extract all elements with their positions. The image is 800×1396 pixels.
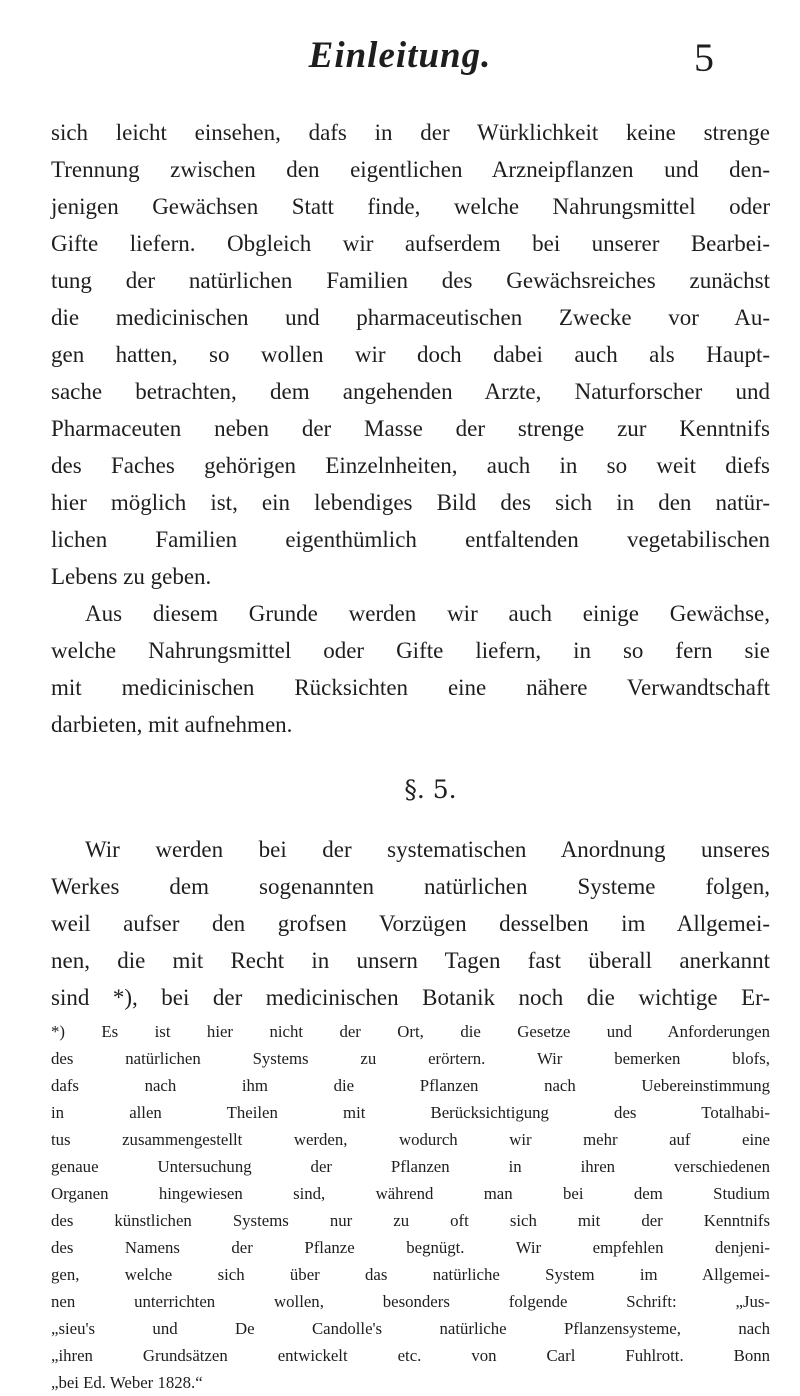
footnote-line: „ihren Grundsätzen entwickelt etc. von Carl Fuhlrott. Bonn	[51, 1346, 770, 1365]
footnote-line: des künstlichen Systems nur zu oft sich mit der Kenntnifs	[51, 1211, 770, 1230]
text-line: weil aufser den grofsen Vorzügen desselben im Allgemei-	[51, 911, 770, 936]
text-line: lichen Familien eigenthümlich entfaltenden vegetabilischen	[51, 527, 770, 552]
text-line: des Faches gehörigen Einzelnheiten, auch in so weit diefs	[51, 453, 770, 478]
text-line: gen hatten, so wollen wir doch dabei auch als Haupt-	[51, 342, 770, 367]
text-line: nen, die mit Recht in unsern Tagen fast überall anerkannt	[51, 948, 770, 973]
footnote-line: *) Es ist hier nicht der Ort, die Gesetze und Anforderungen	[51, 1022, 770, 1041]
page-header	[0, 30, 800, 86]
text-line: mit medicinischen Rücksichten eine nähere Verwandtschaft	[51, 675, 770, 700]
page-number: 5	[694, 35, 714, 80]
footnote-line: gen, welche sich über das natürliche System im Allgemei-	[51, 1265, 770, 1284]
footnote-line: tus zusammengestellt werden, wodurch wir mehr auf eine	[51, 1130, 770, 1149]
text-line: darbieten, mit aufnehmen.	[51, 712, 293, 737]
footnote-line: in allen Theilen mit Berücksichtigung des Totalhabi-	[51, 1103, 770, 1122]
text-line: Pharmaceuten neben der Masse der strenge zur Kenntnifs	[51, 416, 770, 441]
footnote	[51, 1018, 770, 1396]
footnote-line: des natürlichen Systems zu erörtern. Wir bemerken blofs,	[51, 1049, 770, 1068]
footnote-line: „sieu's und De Candolle's natürliche Pflanzensysteme, nach	[51, 1319, 770, 1338]
footnote-line: nen unterrichten wollen, besonders folgende Schrift: „Jus-	[51, 1292, 770, 1311]
text-line: jenigen Gewächsen Statt finde, welche Nahrungsmittel oder	[51, 194, 770, 219]
text-line: Werkes dem sogenannten natürlichen Systeme folgen,	[51, 874, 770, 899]
text-line: tung der natürlichen Familien des Gewächsreiches zunächst	[51, 268, 770, 293]
text-line: Trennung zwischen den eigentlichen Arzneipflanzen und den-	[51, 157, 770, 182]
footnote-line: genaue Untersuchung der Pflanzen in ihren verschiedenen	[51, 1157, 770, 1176]
text-line: sich leicht einsehen, dafs in der Würklichkeit keine strenge	[51, 120, 770, 145]
text-line: hier möglich ist, ein lebendiges Bild des sich in den natür-	[51, 490, 770, 515]
text-line: sind *), bei der medicinischen Botanik noch die wichtige Er-	[51, 985, 770, 1010]
section-number: §. 5.	[404, 775, 457, 804]
footnote-line: des Namens der Pflanze begnügt. Wir empfehlen denjeni-	[51, 1238, 770, 1257]
footnote-line: „bei Ed. Weber 1828.“	[51, 1373, 203, 1392]
text-line: die medicinischen und pharmaceutischen Zwecke vor Au-	[51, 305, 770, 330]
text-line: sache betrachten, dem angehenden Arzte, Naturforscher und	[51, 379, 770, 404]
running-title: Einleitung.	[308, 35, 492, 76]
main-text	[51, 114, 770, 1396]
section-heading	[51, 743, 770, 831]
text-line: Aus diesem Grunde werden wir auch einige Gewächse,	[85, 601, 770, 626]
text-line: Wir werden bei der systematischen Anordnung unseres	[85, 837, 770, 862]
section-paragraph	[51, 831, 770, 1016]
text-line: welche Nahrungsmittel oder Gifte liefern, in so fern sie	[51, 638, 770, 663]
paragraph-1	[51, 114, 770, 595]
paragraph-2	[51, 595, 770, 743]
footnote-line: Organen hingewiesen sind, während man bei dem Studium	[51, 1184, 770, 1203]
text-line: Gifte liefern. Obgleich wir aufserdem bei unserer Bearbei-	[51, 231, 770, 256]
text-line: Lebens zu geben.	[51, 564, 212, 589]
footnote-line: dafs nach ihm die Pflanzen nach Uebereinstimmung	[51, 1076, 770, 1095]
